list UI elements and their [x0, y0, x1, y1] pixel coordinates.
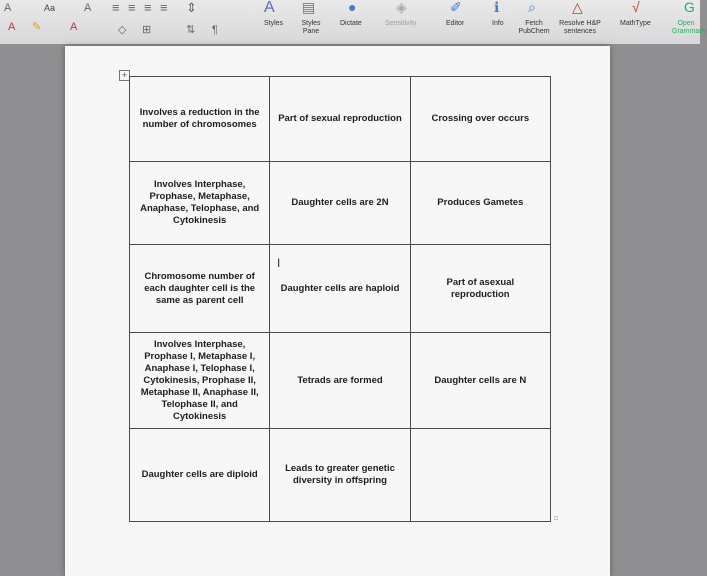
editor-icon[interactable]: ✐ — [450, 0, 462, 15]
styles-button-label[interactable]: Styles — [264, 20, 284, 27]
ribbon-toolbar — [0, 0, 707, 45]
styles-icon[interactable]: A — [264, 0, 275, 16]
microphone-icon[interactable]: ● — [348, 0, 357, 15]
show-formatting-icon[interactable]: ¶ — [212, 24, 218, 36]
table-row — [130, 77, 551, 162]
meiosis-mitosis-table[interactable] — [129, 76, 551, 522]
table-row — [130, 429, 551, 522]
justify-icon[interactable]: ≡ — [160, 0, 168, 15]
font-size-dropdown[interactable]: Aa — [44, 3, 56, 13]
text-cursor-icon: I — [277, 256, 281, 270]
sensitivity-icon: ◈ — [396, 0, 407, 15]
fetch-pubchem-button-label[interactable]: Fetch PubChem — [518, 20, 550, 35]
sort-icon[interactable]: ⇅ — [186, 24, 196, 36]
open-grammarly-button-label[interactable]: Open Grammarly — [672, 20, 707, 35]
dictate-button-label[interactable]: Dictate — [340, 20, 362, 27]
table-cell[interactable]: Part of sexual reproduction — [270, 77, 410, 162]
table-row — [130, 245, 551, 333]
borders-icon[interactable]: ⊞ — [142, 24, 152, 36]
table-cell[interactable]: Daughter cells are 2N — [270, 162, 410, 245]
table-cell[interactable] — [410, 429, 550, 522]
grammarly-icon[interactable]: G — [684, 0, 695, 15]
styles-pane-button-label[interactable]: Styles Pane — [301, 20, 321, 35]
align-center-icon[interactable]: ≡ — [128, 0, 136, 15]
sensitivity-button-label: Sensitivity — [385, 20, 417, 27]
table-cell[interactable]: Daughter cells are diploid — [130, 429, 270, 522]
line-spacing-icon[interactable]: ⇕ — [186, 0, 197, 15]
table-cell[interactable]: Produces Gametes — [410, 162, 550, 245]
table-row — [130, 162, 551, 245]
increase-font-icon[interactable]: A — [4, 2, 12, 14]
align-right-icon[interactable]: ≡ — [144, 0, 152, 15]
table-cell[interactable]: Involves Interphase, Prophase I, Metaphase I, Anaphase I, Telophase I, Cytokinesis, Prophase II, Metaphase II, Anaphase II, Telophase II, and Cytokinesis — [130, 333, 270, 429]
table-row — [130, 333, 551, 429]
shading-icon[interactable]: ◇ — [118, 24, 127, 36]
table-cell[interactable]: Involves Interphase, Prophase, Metaphase, Anaphase, Telophase, and Cytokinesis — [130, 162, 270, 245]
table-end-marker: □ — [554, 516, 558, 522]
styles-pane-icon[interactable]: ▤ — [302, 0, 316, 15]
table-cell[interactable]: Crossing over occurs — [410, 77, 550, 162]
table-cell[interactable]: Chromosome number of each daughter cell is the same as parent cell — [130, 245, 270, 333]
table-cell[interactable]: Daughter cells are haploid — [270, 245, 410, 333]
info-icon[interactable]: ℹ — [494, 0, 500, 15]
info-button-label[interactable]: Info — [492, 20, 504, 27]
document-page[interactable] — [65, 46, 610, 576]
table-move-handle-icon[interactable]: + — [119, 70, 130, 81]
table-cell[interactable]: Part of asexual reproduction — [410, 245, 550, 333]
table-cell[interactable]: Daughter cells are N — [410, 333, 550, 429]
mathtype-icon[interactable]: √ — [632, 0, 640, 15]
editor-button-label[interactable]: Editor — [446, 20, 465, 27]
align-left-icon[interactable]: ≡ — [112, 0, 120, 15]
fetch-pubchem-icon[interactable]: ⌕ — [528, 0, 536, 15]
highlight-icon[interactable]: ✎ — [32, 21, 42, 33]
table-cell[interactable]: Involves a reduction in the number of chromosomes — [130, 77, 270, 162]
table-cell[interactable]: Tetrads are formed — [270, 333, 410, 429]
mathtype-button-label[interactable]: MathType — [620, 20, 651, 27]
clear-format-icon[interactable]: A — [84, 2, 92, 14]
table-cell[interactable]: Leads to greater genetic diversity in offspring — [270, 429, 410, 522]
document-canvas — [0, 44, 700, 569]
warning-triangle-icon[interactable]: △ — [572, 0, 583, 15]
text-color-icon[interactable]: A — [70, 21, 78, 33]
resolve-hp-button-label[interactable]: Resolve H&P sentences — [559, 20, 601, 35]
font-color-icon[interactable]: A — [8, 21, 16, 33]
